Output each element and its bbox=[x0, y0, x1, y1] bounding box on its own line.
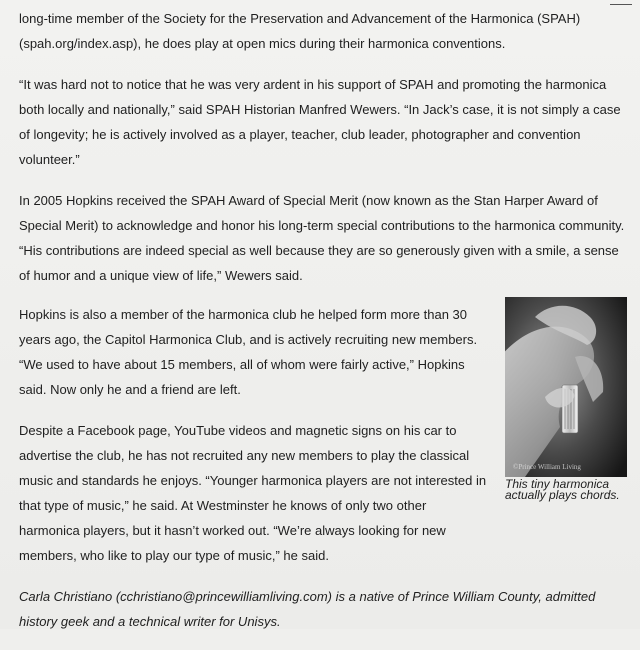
paragraph-spah-membership: long-time member of the Society for the Preservation and Advancement of the Harmonica (SPAH) (spah.org/index.asp), he does play at open mics during their harmonica conventions. bbox=[19, 11, 581, 51]
paragraph-wewers-quote: “It was hard not to notice that he was very ardent in his support of SPAH and promoting the harmonica both locally and nationally,” said SPAH Historian Manfred Wewers. “In Jack’s case, it is not simply a case of longevity; he is actively involved as a player, teacher, club leader, photographer and convention volunteer.” bbox=[19, 77, 621, 167]
photo-caption: This tiny harmonica actually plays chords. bbox=[505, 477, 620, 502]
paragraph-capitol-club: Hopkins is also a member of the harmonica club he helped form more than 30 years ago, the Capitol Harmonica Club, and is actively recruiting new members. “We used to have about 15 members, all of whom were fairly active,” Hopkins said. Now only he and a friend are left. bbox=[19, 307, 478, 397]
harmonica-photo bbox=[505, 297, 627, 477]
paragraph-recruiting: Despite a Facebook page, YouTube videos and magnetic signs on his car to advertise the club, he has not recruited any new members to play the classical music and standards he enjoys. “Younger harmonica players are not interested in that type of music,” he said. At Westminster he knows of only two other harmonica players, but it hasn’t worked out. “We’re always looking for new members, who like to play our type of music,” he said. bbox=[19, 423, 487, 563]
paragraph-award: In 2005 Hopkins received the SPAH Award of Special Merit (now known as the Stan Harper Award of Special Merit) to acknowledge and honor his long-term special contributions to the harmonica community. “His contributions are indeed special as well because they are so generously given with a smile, a sense of humor and a unique view of life,” Wewers said. bbox=[19, 193, 625, 283]
photo-watermark: ©Prince William Living bbox=[513, 463, 581, 471]
harmonica-photo-frame bbox=[505, 297, 627, 477]
top-rule-divider bbox=[610, 4, 632, 5]
author-byline: Carla Christiano (cchristiano@princewilliamliving.com) is a native of Prince William County, admitted history geek and a technical writer for Unisys. bbox=[19, 589, 596, 629]
